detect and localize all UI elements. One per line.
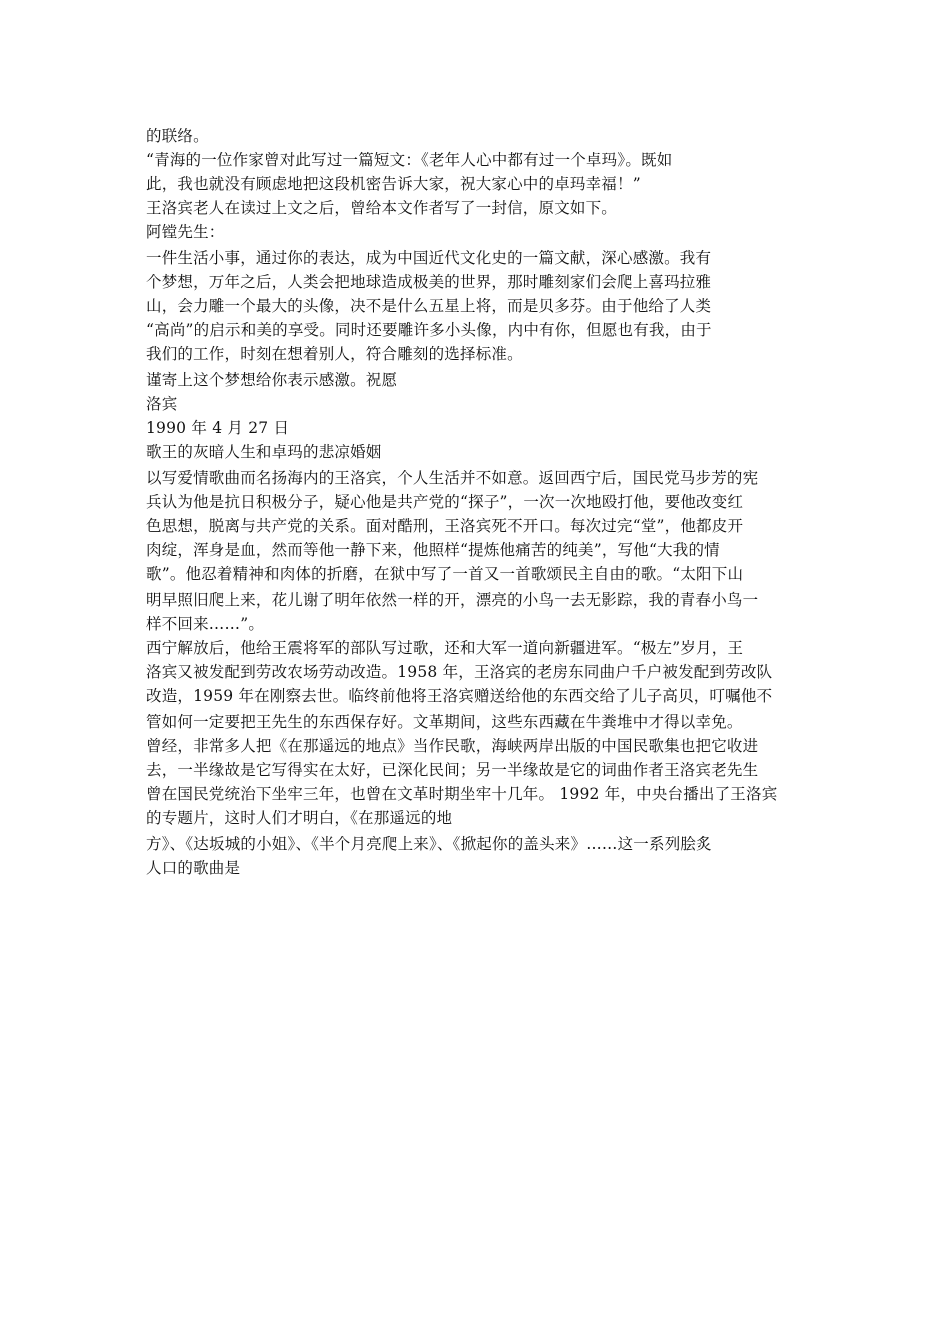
text-line: 的联络。 xyxy=(146,127,209,145)
text-line: 去，一半缘故是它写得实在太好，已深化民间；另一半缘故是它的词曲作者王洛宾老先生 xyxy=(146,761,759,779)
text-line: 1990 年 4 月 27 日 xyxy=(146,419,290,437)
text-line: 谨寄上这个梦想给你表示感激。祝愿 xyxy=(146,371,398,389)
text-line: 个梦想，万年之后，人类会把地球造成极美的世界，那时雕刻家们会爬上喜玛拉雅 xyxy=(146,273,712,291)
text-line: 我们的工作，时刻在想着别人，符合雕刻的选择标准。 xyxy=(146,345,523,363)
text-line: “青海的一位作家曾对此写过一篇短文：《老年人心中都有过一个卓玛》。既如 xyxy=(146,151,673,169)
text-line: 以写爱情歌曲而名扬海内的王洛宾，个人生活并不如意。返回西宁后，国民党马步芳的宪 xyxy=(146,469,759,487)
text-line: 明早照旧爬上来，花儿谢了明年依然一样的开，漂亮的小鸟一去无影踪，我的青春小鸟一 xyxy=(146,591,759,609)
text-line: 的专题片，这时人们才明白，《在那遥远的地 xyxy=(146,809,453,827)
text-line: 王洛宾老人在读过上文之后，曾给本文作者写了一封信，原文如下。 xyxy=(146,199,618,217)
text-line: 曾在国民党统治下坐牢三年，也曾在文革时期坐牢十几年。 1992 年，中央台播出了王洛宾 xyxy=(146,785,778,803)
text-line: 色思想，脱离与共产党的关系。面对酷刑，王洛宾死不开口。每次过完“堂”，他都皮开 xyxy=(146,517,744,535)
section-heading: 歌王的灰暗人生和卓玛的悲凉婚姻 xyxy=(146,443,382,461)
text-line: 歌”。他忍着精神和肉体的折磨，在狱中写了一首又一首歌颂民主自由的歌。“太阳下山 xyxy=(146,565,744,583)
text-line: 兵认为他是抗日积极分子，疑心他是共产党的“探子”，一次一次地殴打他，要他改变红 xyxy=(146,493,744,511)
text-line: 人口的歌曲是 xyxy=(146,859,241,877)
text-line: 阿镗先生： xyxy=(146,223,225,241)
text-line: 曾经，非常多人把《在那遥远的地点》当作民歌，海峡两岸出版的中国民歌集也把它收进 xyxy=(146,737,759,755)
text-line: 方》、《达坂城的小姐》、《半个月亮爬上来》、《掀起你的盖头来》……这一系列脍炙 xyxy=(146,835,712,853)
text-line: 管如何一定要把王先生的东西保存好。文革期间，这些东西藏在牛粪堆中才得以幸免。 xyxy=(146,713,743,731)
text-line: 改造，1959 年在刚察去世。临终前他将王洛宾赠送给他的东西交给了儿子高贝，叮嘱他不 xyxy=(146,687,773,705)
text-line: 一件生活小事，通过你的表达，成为中国近代文化史的一篇文献，深心感激。我有 xyxy=(146,249,712,267)
text-line: 洛宾 xyxy=(146,395,178,413)
text-line: 洛宾又被发配到劳改农场劳动改造。1958 年，王洛宾的老房东同曲户千户被发配到劳改队 xyxy=(146,663,773,681)
text-line: 西宁解放后，他给王震将军的部队写过歌，还和大军一道向新疆进军。“极左”岁月，王 xyxy=(146,639,744,657)
text-line: 山，会力雕一个最大的头像，决不是什么五星上将，而是贝多芬。由于他给了人类 xyxy=(146,297,712,315)
text-line: 样不回来……”。 xyxy=(146,615,265,633)
text-line: 此，我也就没有顾虑地把这段机密告诉大家，祝大家心中的卓玛幸福！” xyxy=(146,175,641,193)
text-line: 肉绽，浑身是血，然而等他一静下来，他照样“提炼他痛苦的纯美”，写他“大我的情 xyxy=(146,541,720,559)
text-line: “高尚”的启示和美的享受。同时还要雕许多小头像，内中有你，但愿也有我，由于 xyxy=(146,321,712,339)
